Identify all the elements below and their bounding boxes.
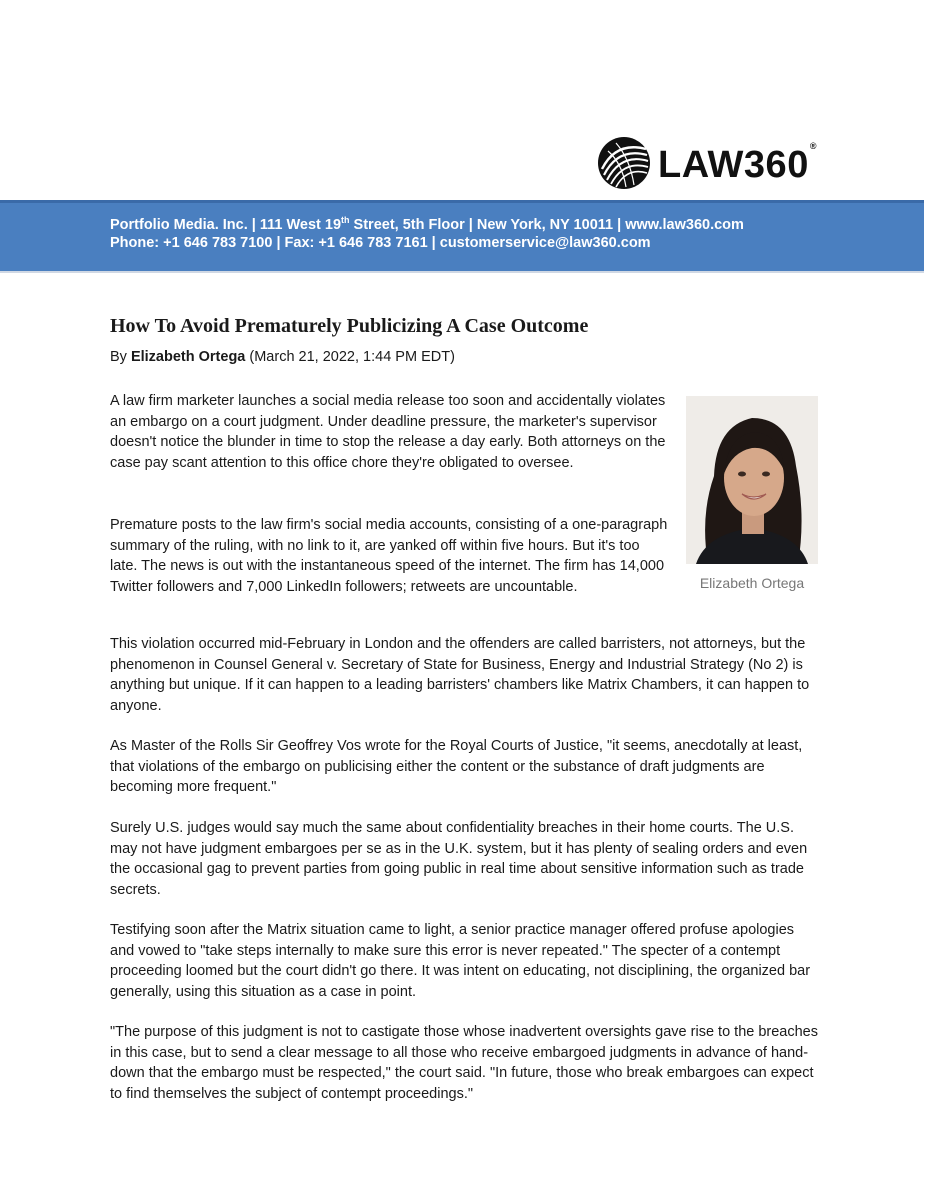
author-photo	[686, 396, 818, 564]
contact-banner	[0, 200, 924, 273]
logo-wordmark: LAW360®	[658, 140, 817, 186]
law360-logo	[596, 134, 817, 192]
article-paragraph: "The purpose of this judgment is not to castigate those whose inadvertent oversights gave rise to the breaches in this case, but to send a clear message to all those who receive embargoed judgments in advance of hand-down that the embargo must be respected," the court said. "In future, those who break embargoes can expect to find themselves the subject of contempt proceedings."	[110, 1024, 819, 1102]
article-paragraph: Testifying soon after the Matrix situation came to light, a senior practice manager offered profuse apologies and vowed to "take steps internally to make sure this error is never repeated." The specter of a contempt proceeding loomed but the court didn't go there. It was intent on educating, not disciplining, the organized bar generally, using this situation as a case in point.	[110, 922, 811, 1000]
article-paragraph: This violation occurred mid-February in London and the offenders are called barristers, not attorneys, but the phenomenon in Counsel General v. Secretary of State for Business, Energy and Industrial Strategy (No 2) is anything but unique. If it can happen to a leading barristers' chambers like Matrix Chambers, it can happen to anyone.	[110, 636, 810, 714]
article-paragraph: Premature posts to the law firm's social media accounts, consisting of a one-paragraph summary of the ruling, with no link to it, are yanked off within five hours. But it's too late. The news is out with the instantaneous speed of the internet. The firm has 14,000 Twitter followers and 7,000 LinkedIn followers; retweets are uncountable.	[110, 517, 668, 595]
author-name: Elizabeth Ortega	[130, 349, 246, 365]
globe-logo-icon	[596, 135, 652, 191]
article-paragraph: A law firm marketer launches a social media release too soon and accidentally violates an embargo on a court judgment. Under deadline pressure, the marketer's supervisor doesn't notice the blunder in time to stop the release a day early. Both attorneys on the case pay scant attention to this office chore they're obligated to oversee.	[110, 393, 666, 471]
registered-mark: ®	[809, 140, 817, 151]
article-paragraph: As Master of the Rolls Sir Geoffrey Vos wrote for the Royal Courts of Justice, "it seems, anecdotally at least, that violations of the embargo on publicising either the content or the substance of draft judgments are becoming more frequent."	[110, 738, 803, 796]
photo-caption: Elizabeth Ortega	[699, 575, 805, 591]
banner-address-line: Portfolio Media. Inc. | 111 West 19th Street, 5th Floor | New York, NY 10011 | www.law360.com	[110, 215, 744, 233]
publish-date: (March 21, 2022, 1:44 PM EDT)	[245, 349, 455, 365]
banner-contact-line: Phone: +1 646 783 7100 | Fax: +1 646 783 7161 | customerservice@law360.com	[110, 235, 651, 251]
article-paragraph: Surely U.S. judges would say much the same about confidentiality breaches in their home courts. The U.S. may not have judgment embargoes per se as in the U.K. system, but it has plenty of sealing orders and even the occasional gag to prevent parties from going public in real time about sensitive information such as trade secrets.	[110, 820, 808, 898]
article-title: How To Avoid Prematurely Publicizing A Case Outcome	[110, 315, 589, 337]
byline: By Elizabeth Ortega (March 21, 2022, 1:44 PM EDT)	[110, 349, 455, 365]
